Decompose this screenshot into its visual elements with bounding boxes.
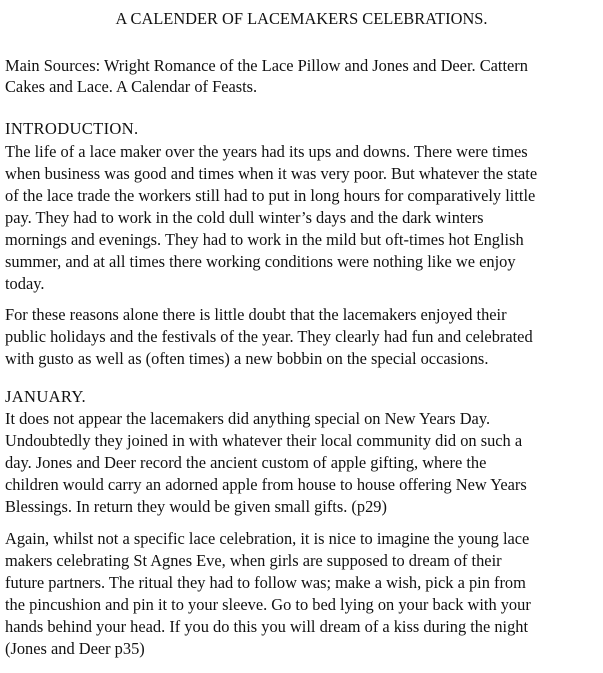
paragraph-line: (Jones and Deer p35)	[5, 639, 145, 658]
paragraph-line: public holidays and the festivals of the year. They clearly had fun and celebrated	[5, 327, 533, 346]
document-title: A CALENDER OF LACEMAKERS CELEBRATIONS.	[115, 9, 488, 28]
paragraph-line: future partners. The ritual they had to follow was; make a wish, pick a pin from	[5, 573, 526, 592]
paragraph-line: day. Jones and Deer record the ancient custom of apple gifting, where the	[5, 453, 487, 472]
paragraph-line: hands behind your head. If you do this you will dream of a kiss during the night	[5, 617, 529, 636]
paragraph-line: children would carry an adorned apple from house to house offering New Years	[5, 475, 527, 494]
paragraph-line: mornings and evenings. They had to work in the mild but oft-times hot English	[5, 230, 524, 249]
paragraph-line: when business was good and times when it was very poor. But whatever the state	[5, 164, 538, 183]
paragraph-line: pay. They had to work in the cold dull winter’s days and the dark winters	[5, 208, 484, 227]
paragraph-line: Undoubtedly they joined in with whatever their local community did on such a	[5, 431, 523, 450]
paragraph-line: The life of a lace maker over the years had its ups and downs. There were times	[5, 142, 528, 161]
section-heading-january: JANUARY.	[5, 387, 86, 406]
paragraph-line: with gusto as well as (often times) a new bobbin on the special occasions.	[5, 349, 489, 368]
paragraph-line: today.	[5, 274, 45, 293]
paragraph-line: Blessings. In return they would be given small gifts. (p29)	[5, 497, 387, 516]
paragraph-line: the pincushion and pin it to your sleeve. Go to bed lying on your back with your	[5, 595, 531, 614]
paragraph-line: For these reasons alone there is little doubt that the lacemakers enjoyed their	[5, 305, 507, 324]
sources-line: Main Sources: Wright Romance of the Lace Pillow and Jones and Deer. Cattern	[5, 56, 528, 75]
paragraph-line: It does not appear the lacemakers did anything special on New Years Day.	[5, 409, 491, 428]
paragraph-line: Again, whilst not a specific lace celebration, it is nice to imagine the young lace	[5, 529, 530, 548]
paragraph-line: makers celebrating St Agnes Eve, when girls are supposed to dream of their	[5, 551, 502, 570]
sources-line: Cakes and Lace. A Calendar of Feasts.	[5, 77, 258, 96]
paragraph-line: of the lace trade the workers still had to put in long hours for comparatively little	[5, 186, 536, 205]
section-heading-introduction: INTRODUCTION.	[5, 119, 139, 138]
paragraph-line: summer, and at all times there working conditions were nothing like we enjoy	[5, 252, 516, 271]
